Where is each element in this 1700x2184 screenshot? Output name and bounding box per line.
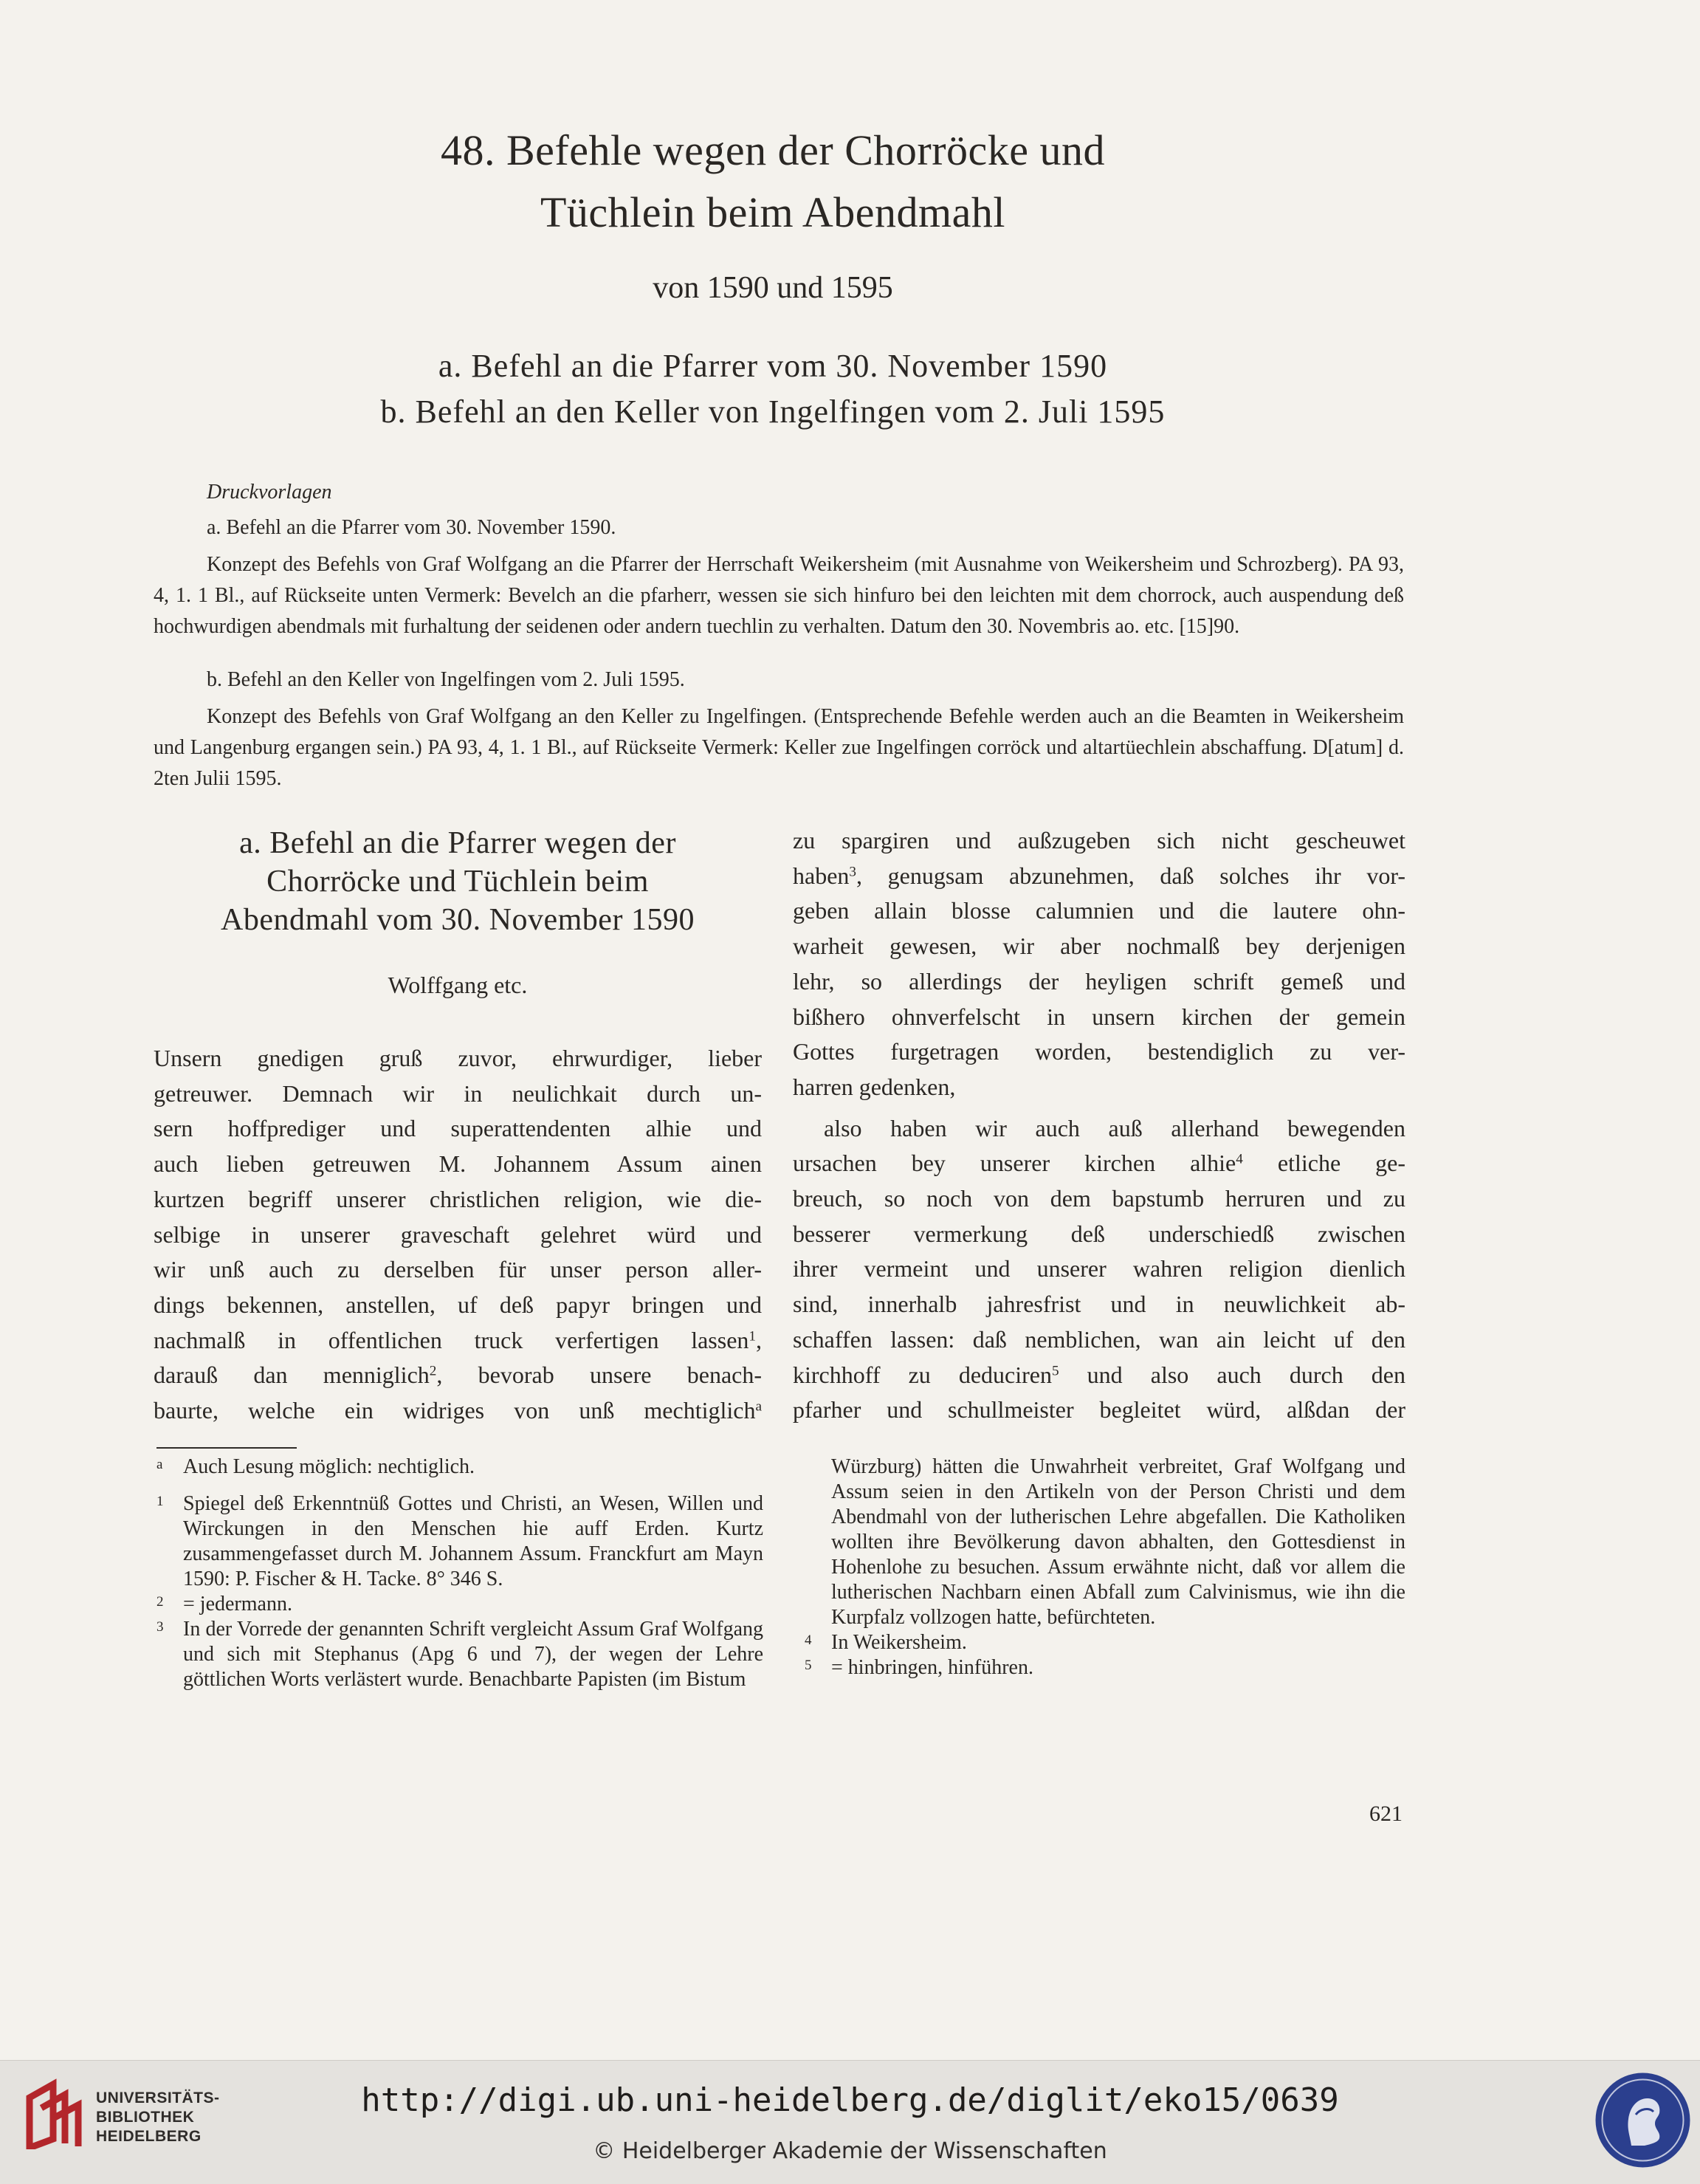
footnote-3-continued [805, 1455, 1405, 1630]
body-line: wir unß auch zu derselben für unser person aller- [154, 1256, 762, 1283]
chapter-title-line-1: 48. Befehle wegen der Chorröcke und [440, 126, 1106, 174]
footnote-3 [156, 1617, 763, 1692]
body-line: pfarher und schullmeister begleitet würd, alßdan der [793, 1396, 1405, 1424]
chapter-date-range: von 1590 und 1595 [653, 271, 893, 305]
footnote-3-text: In der Vorrede der genannten Schrift vergleicht Assum Graf Wolfgang und sich mit Stephanus (Apg 6 und 7), der wegen der Lehre göttlichen Worts verlästert wurde. Benachbarte Papisten (im Bistum [183, 1618, 763, 1691]
body-line [154, 1358, 762, 1393]
sources-heading: Druckvorlagen [207, 481, 332, 504]
footnote-5 [805, 1655, 1405, 1680]
body-line: warheit gewesen, wir aber nochmalß bey derjenigen [793, 933, 1405, 960]
body-text: haben [793, 862, 850, 889]
chapter-title-line-2: Tüchlein beim Abendmahl [540, 188, 1005, 236]
viewer-footer [0, 2060, 1700, 2184]
section-title-line-1: a. Befehl an die Pfarrer wegen der [239, 826, 676, 860]
body-line [793, 1358, 1405, 1393]
body-line: sern hoffprediger und superattendenten alhie und [154, 1115, 762, 1142]
source-b-text: Konzept des Befehls von Graf Wolfgang an den Keller zu Ingelfingen. (Entsprechende Befehle werden auch an die Beamten in Weikersheim und Langenburg ergangen sein.) PA 93, 4, 1. 1 Bl., auf Rückseite Vermerk: Keller zue Ingelfingen corröck und altartüechlein abschaffung. D[atum] d. 2ten Julii 1595. [154, 705, 1404, 790]
academy-seal-icon[interactable] [1593, 2070, 1693, 2170]
body-column-left [154, 1041, 762, 1429]
body-text: darauß dan menniglich [154, 1361, 430, 1389]
body-line: also haben wir auch auß allerhand bewegenden [824, 1114, 1405, 1141]
body-text: und also auch durch den [1059, 1361, 1405, 1388]
source-a-title: a. Befehl an die Pfarrer vom 30. November 1590. [207, 516, 616, 539]
footnote-mark-2: 2 [429, 1363, 437, 1379]
logo-line-1: UNIVERSITÄTS- [96, 2089, 220, 2106]
source-b-title: b. Befehl an den Keller von Ingelfingen vom 2. Juli 1595. [207, 668, 685, 691]
body-text: baurte, welche ein widriges von unß mechtiglich [154, 1397, 756, 1424]
footnote-4-text: In Weikersheim. [831, 1631, 967, 1654]
logo-line-2: BIBLIOTHEK [96, 2109, 195, 2126]
footnote-1-mark: 1 [156, 1494, 164, 1509]
footnotes-left [156, 1455, 763, 1692]
body-line: getreuwer. Demnach wir in neulichkait durch un- [154, 1079, 762, 1107]
footnote-1-text: Spiegel deß Erkenntnüß Gottes und Christi, an Wesen, Willen und Wirckungen in den Menschen hie auff Erden. Kurtz zusammengefasset durch M. Johannem Assum. Franckfurt am Mayn 1590: P. Fischer & H. Tacke. 8° 346 S. [183, 1492, 763, 1590]
sources-block-a [154, 512, 1404, 642]
body-line: dings bekennen, anstellen, uf deß papyr bringen und [154, 1291, 762, 1318]
footnote-mark-4: 4 [1236, 1151, 1243, 1167]
body-line: breuch, so noch von dem bapstumb herruren und zu [793, 1185, 1405, 1212]
body-line [793, 1146, 1405, 1181]
page-number: 621 [1369, 1802, 1403, 1826]
body-text: , bevorab unsere benach- [436, 1361, 762, 1389]
sources-block-b [154, 665, 1404, 794]
body-line: bißhero ohnverfelscht in unsern kirchen der gemein [793, 1003, 1405, 1030]
footnote-2-text: = jedermann. [183, 1593, 292, 1615]
footnote-4-mark: 4 [805, 1632, 812, 1648]
footnote-mark-a: a [755, 1398, 762, 1415]
footnote-a-text: Auch Lesung möglich: nechtiglich. [183, 1455, 475, 1478]
logo-line-3: HEIDELBERG [96, 2128, 202, 2145]
footnote-a [156, 1455, 763, 1480]
body-line: ihrer vermeint und unserer wahren religion dienlich [793, 1255, 1405, 1282]
section-title-line-2: Chorröcke und Tüchlein beim [266, 865, 649, 899]
body-text: ursachen bey unserer kirchen alhie [793, 1150, 1236, 1177]
footnote-mark-5: 5 [1052, 1363, 1059, 1378]
footnotes-right [805, 1455, 1405, 1680]
permalink-url[interactable]: http://digi.ub.uni-heidelberg.de/diglit/eko15/0639 [361, 2081, 1339, 2119]
body-text: etliche ge- [1242, 1150, 1406, 1177]
footnote-divider [156, 1447, 297, 1449]
body-line: harren gedenken, [793, 1073, 956, 1100]
footnote-4 [805, 1630, 1405, 1655]
copyright-notice: © Heidelberger Akademie der Wissenschaften [593, 2138, 1107, 2164]
body-line: auch lieben getreuwen M. Johannem Assum ainen [154, 1150, 762, 1178]
section-title-line-3: Abendmahl vom 30. November 1590 [221, 903, 695, 937]
body-line: schaffen lassen: daß nemblichen, wan ain leicht uf den [793, 1325, 1405, 1353]
body-text: , genugsam abzunehmen, daß solches ihr vor- [856, 862, 1405, 889]
body-line: geben allain blosse calumnien und die lautere ohn- [793, 897, 1405, 924]
body-line: sind, innerhalb jahresfrist und in neuwlichkeit ab- [793, 1291, 1405, 1318]
footnote-2-mark: 2 [156, 1594, 164, 1610]
footnote-5-text: = hinbringen, hinführen. [831, 1656, 1033, 1679]
footnote-2 [156, 1592, 763, 1617]
body-line: besserer vermerkung deß underschiedß zwischen [793, 1220, 1405, 1247]
footnote-5-mark: 5 [805, 1658, 812, 1673]
footnote-mark-1: 1 [749, 1328, 756, 1345]
body-line: Gottes furgetragen worden, bestendiglich zu ver- [793, 1038, 1405, 1065]
body-line: Unsern gnedigen gruß zuvor, ehrwurdiger, lieber [154, 1045, 762, 1071]
footnote-3-continued-text: Würzburg) hätten die Unwahrheit verbreitet, Graf Wolfgang und Assum seien in den Artikeln von der Person Christi und dem Abendmahl von der lutherischen Lehre abgefallen. Die Katholiken wollten ihre Bevölkerung davon abhalten, den Gottesdienst in Hohenlohe zu besuchen. Assum erwähnte nicht, daß vor allem die lutherischen Nachbarn einen Abfall zum Calvinismus, wie ihn die Kurpfalz vollzogen hatte, befürchteten. [831, 1455, 1405, 1629]
footnote-mark-3: 3 [849, 864, 856, 880]
footnote-1 [156, 1491, 763, 1592]
body-text: kirchhoff zu deduciren [793, 1361, 1052, 1388]
source-a-text: Konzept des Befehls von Graf Wolfgang an die Pfarrer der Herrschaft Weikersheim (mit Ausnahme von Weikersheim und Schrozberg). PA 93, 4, 1. 1 Bl., auf Rückseite unten Vermerk: Bevelch an die pfarherr, wessen sie sich hinfuro bei den leichten mit dem chorrock, auch auspendung deß hochwurdigen abendmals mit furhaltung der seidenen oder andern tuechlin zu verhalten. Datum den 30. Novembris ao. etc. [15]90. [154, 553, 1404, 638]
body-line [154, 1393, 762, 1429]
footnote-3-mark: 3 [156, 1619, 164, 1635]
greeting: Wolffgang etc. [388, 972, 528, 998]
body-column-right [793, 823, 1405, 1428]
body-line: zu spargiren und außzugeben sich nicht gescheuwet [793, 827, 1405, 854]
body-line: selbige in unserer graveschaft gelehret würd und [154, 1220, 762, 1248]
body-line: nachmalß in offentlichen truck verfertigen lassen$^1$, [154, 1326, 762, 1353]
section-title [154, 824, 762, 939]
subheading-a: a. Befehl an die Pfarrer vom 30. November 1590 [438, 348, 1108, 384]
body-line: kurtzen begriff unserer christlichen religion, wie die- [154, 1185, 762, 1212]
body-text: nachmalß in offentlichen truck verfertigen lassen [154, 1326, 749, 1353]
subheading-b: b. Befehl an den Keller von Ingelfingen vom 2. Juli 1595 [380, 394, 1166, 430]
body-line [793, 859, 1405, 894]
footnote-a-mark: a [156, 1457, 163, 1472]
body-line: lehr, so allerdings der heyligen schrift gemeß und [793, 967, 1405, 995]
